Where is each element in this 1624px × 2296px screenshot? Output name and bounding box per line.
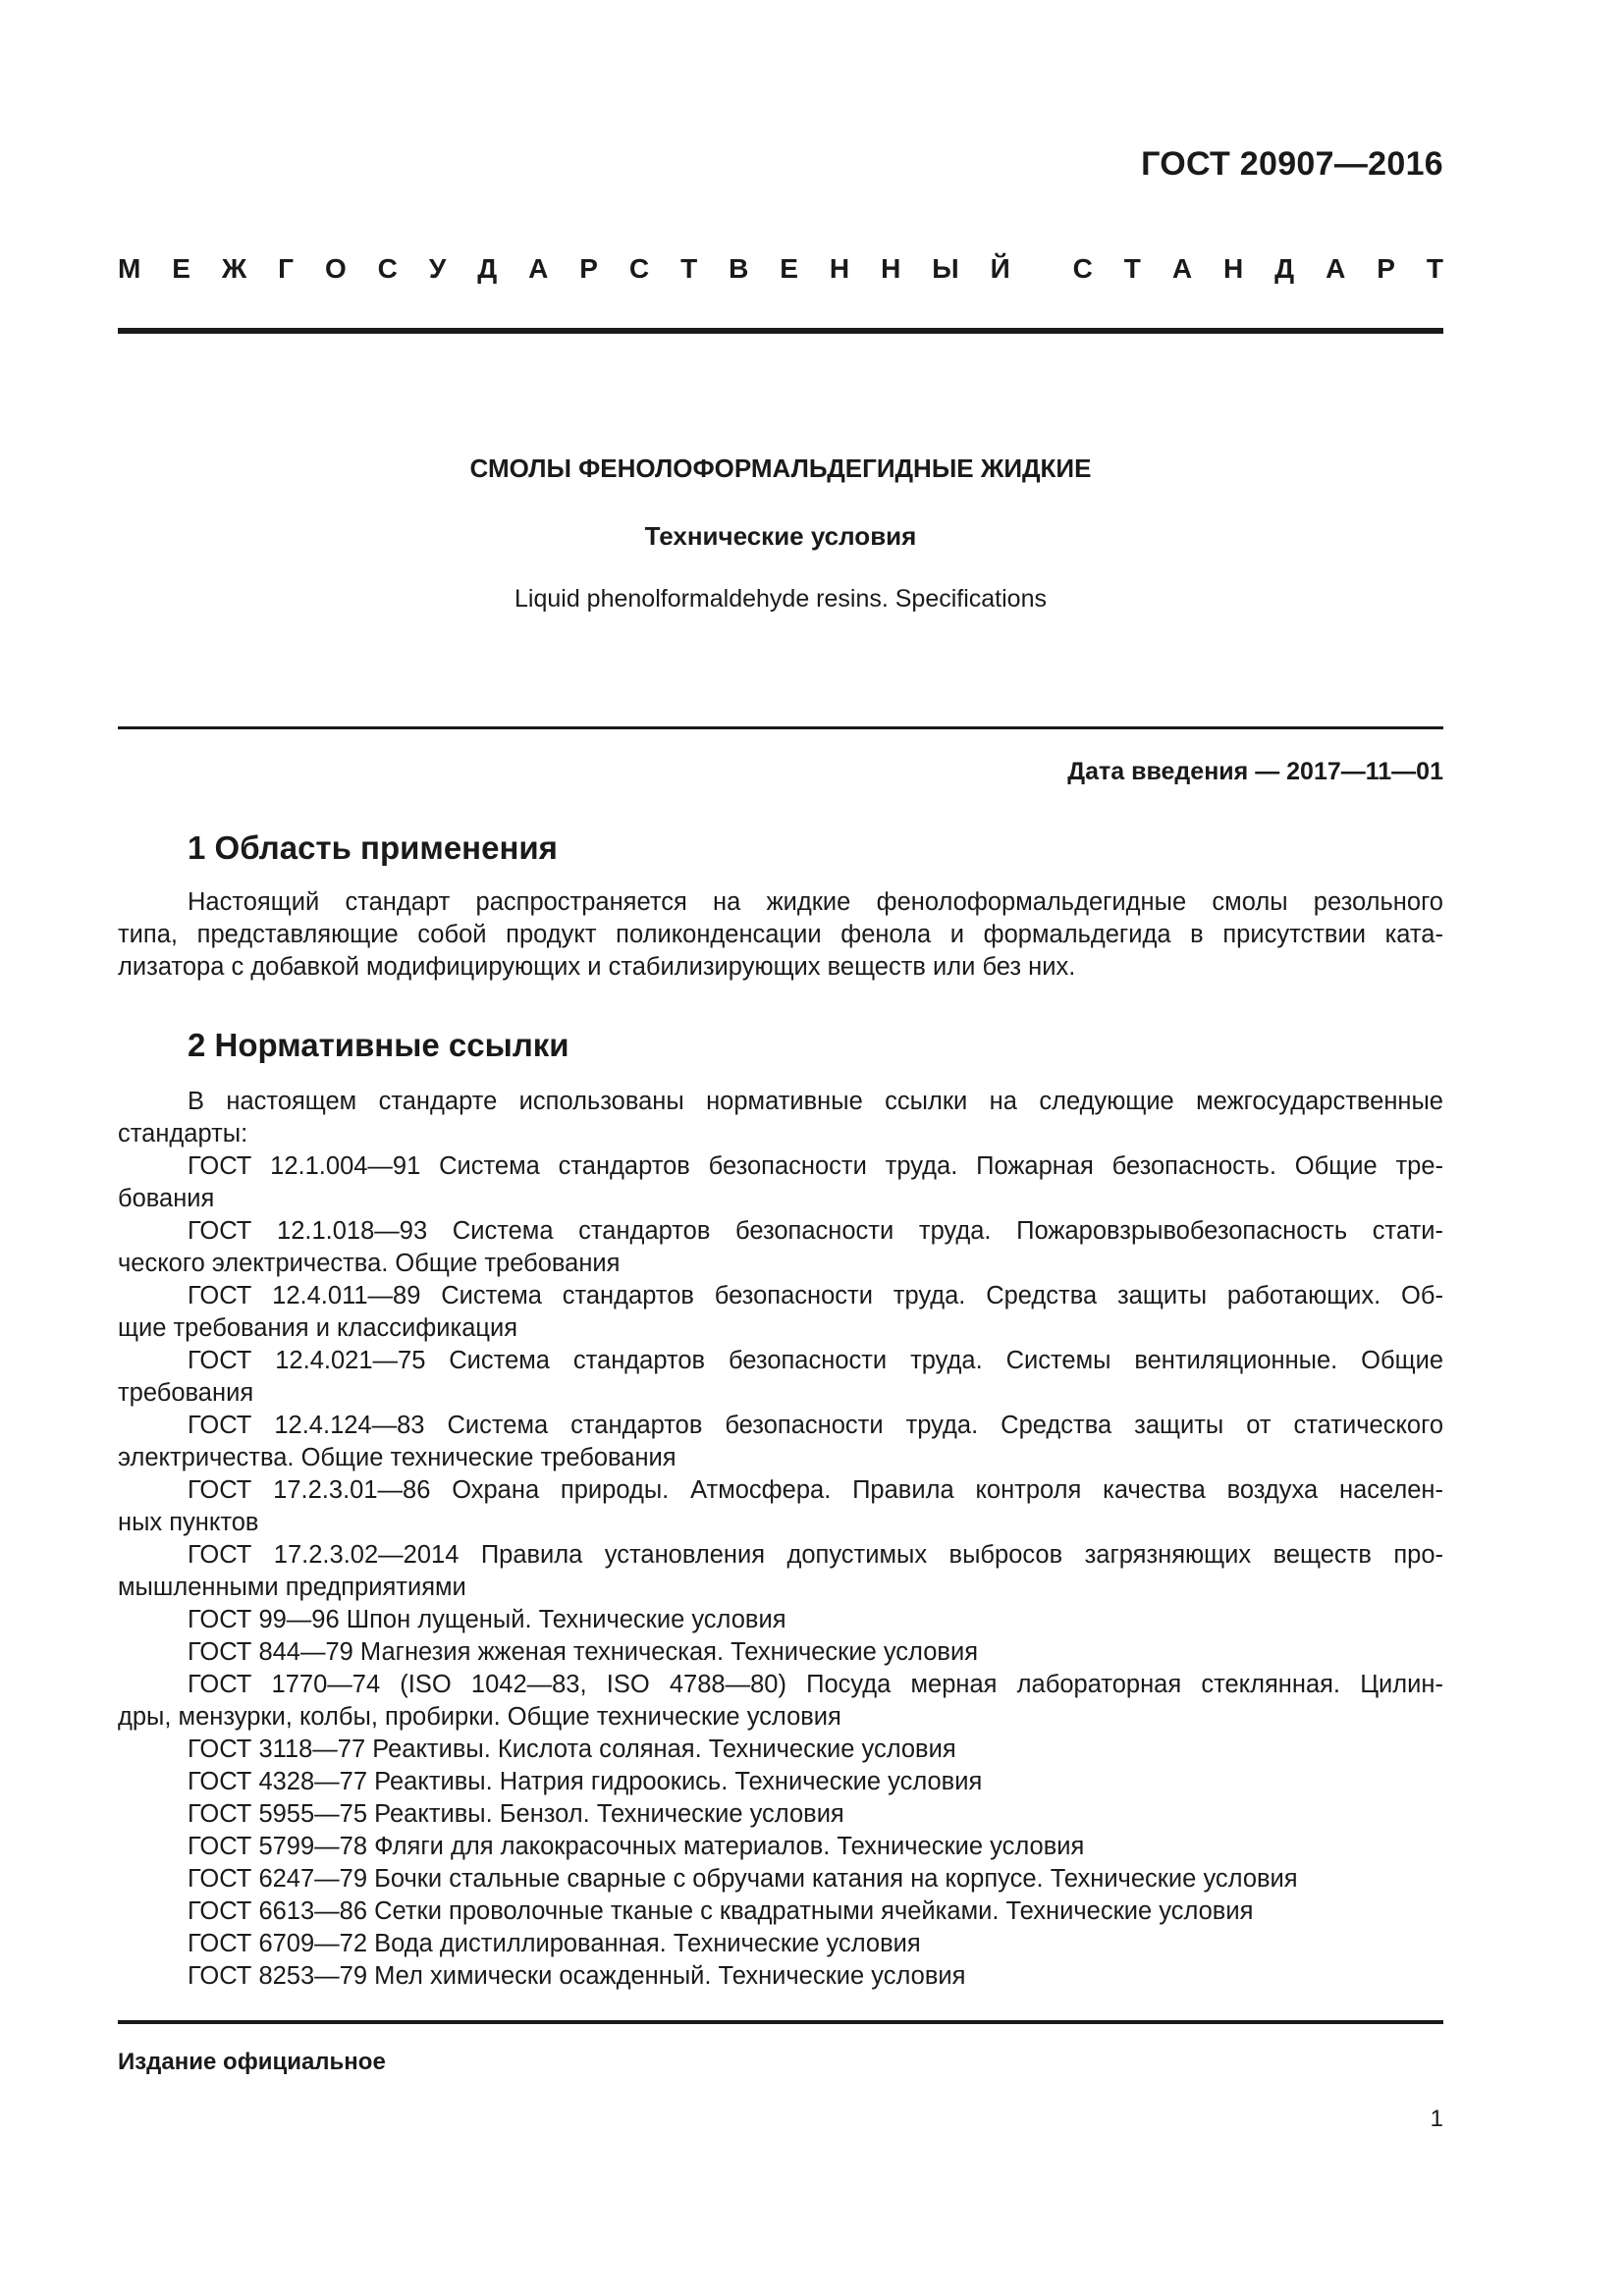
text-line: лизатора с добавкой модифицирующих и стабилизирующих веществ или без них. — [118, 953, 1076, 981]
document-code: ГОСТ 20907—2016 — [1141, 145, 1443, 183]
banner-letter: У — [428, 253, 447, 284]
banner-letter: А — [1326, 253, 1346, 284]
reference-line: ГОСТ 6613—86 Сетки проволочные тканые с квадратными ячейками. Технические условия — [188, 1897, 1254, 1925]
banner-letter: Ы — [932, 253, 959, 284]
reference-line: ГОСТ 99—96 Шпон лущеный. Технические условия — [188, 1606, 786, 1633]
edition-label: Издание официальное — [118, 2049, 386, 2075]
reference-line: ГОСТ 5955—75 Реактивы. Бензол. Технические условия — [188, 1800, 844, 1828]
reference-line: ГОСТ 1770—74 (ISO 1042—83, ISO 4788—80) Посуда мерная лабораторная стеклянная. Цилин- — [188, 1671, 1443, 1698]
banner-letter: А — [1171, 253, 1193, 284]
document-subtitle: Технические условия — [644, 521, 917, 551]
reference-line: ГОСТ 4328—77 Реактивы. Натрия гидроокись. Технические условия — [188, 1768, 983, 1795]
title-divider — [118, 726, 1443, 729]
footer-divider — [118, 2020, 1443, 2024]
reference-line: мышленными предприятиями — [118, 1574, 466, 1601]
text-line: Настоящий стандарт распространяется на жидкие фенолоформальдегидные смолы резольного — [188, 888, 1443, 916]
reference-line: дры, мензурки, колбы, пробирки. Общие технические условия — [118, 1703, 841, 1731]
banner-letter: Н — [881, 253, 901, 284]
section-2-body — [118, 1086, 1443, 1993]
banner-letter: В — [729, 253, 749, 284]
text-line: В настоящем стандарте использованы нормативные ссылки на следующие межгосударственные — [188, 1088, 1443, 1115]
reference-line: ГОСТ 17.2.3.02—2014 Правила установления допустимых выбросов загрязняющих веществ про- — [188, 1541, 1443, 1569]
banner-letter: Н — [1223, 253, 1244, 284]
interstate-standard-banner — [118, 253, 1443, 285]
reference-line: ГОСТ 17.2.3.01—86 Охрана природы. Атмосфера. Правила контроля качества воздуха населен- — [188, 1476, 1443, 1504]
banner-letter: Т — [680, 253, 698, 284]
banner-letter: С — [1072, 253, 1093, 284]
banner-letter: Р — [579, 253, 598, 284]
reference-line: ГОСТ 844—79 Магнезия жженая техническая. Технические условия — [188, 1638, 979, 1666]
banner-letter: Ж — [221, 253, 247, 284]
reference-line: ГОСТ 12.4.011—89 Система стандартов безопасности труда. Средства защиты работающих. Об- — [188, 1282, 1443, 1309]
banner-letter: С — [628, 253, 650, 284]
reference-line: ГОСТ 6709—72 Вода дистиллированная. Технические условия — [188, 1930, 921, 1957]
english-title: Liquid phenolformaldehyde resins. Specifications — [514, 585, 1047, 613]
reference-line: требования — [118, 1379, 254, 1407]
banner-letter: Г — [278, 253, 295, 284]
reference-line: ГОСТ 6247—79 Бочки стальные сварные с обручами катания на корпусе. Технические условия — [188, 1865, 1298, 1893]
reference-line: ГОСТ 3118—77 Реактивы. Кислота соляная. Технические условия — [188, 1735, 956, 1763]
reference-line: бования — [118, 1185, 215, 1212]
reference-line: ГОСТ 8253—79 Мел химически осажденный. Технические условия — [188, 1962, 966, 1990]
section-1-heading: 1 Область применения — [188, 829, 558, 866]
banner-letter: А — [528, 253, 549, 284]
banner-letter: О — [324, 253, 347, 284]
page-number: 1 — [1430, 2106, 1443, 2132]
introduction-date: Дата введения — 2017—11—01 — [1067, 758, 1443, 785]
text-line: стандарты: — [118, 1120, 248, 1148]
banner-letter: Н — [829, 253, 850, 284]
text-line: типа, представляющие собой продукт поликонденсации фенола и формальдегида в присутствии ката- — [118, 921, 1443, 948]
document-title: СМОЛЫ ФЕНОЛОФОРМАЛЬДЕГИДНЫЕ ЖИДКИЕ — [469, 454, 1092, 483]
reference-line: ГОСТ 12.1.004—91 Система стандартов безопасности труда. Пожарная безопасность. Общие тре- — [188, 1152, 1443, 1180]
banner-letter: Д — [1274, 253, 1295, 284]
banner-letter: Р — [1377, 253, 1395, 284]
banner-letter: Д — [477, 253, 498, 284]
section-1-body — [118, 886, 1443, 984]
banner-letter: М — [118, 253, 141, 284]
banner-letter: Т — [1426, 253, 1443, 284]
banner-letter: Е — [780, 253, 798, 284]
reference-line: ных пунктов — [118, 1509, 259, 1536]
reference-line: ГОСТ 12.1.018—93 Система стандартов безопасности труда. Пожаровзрывобезопасность стати- — [188, 1217, 1443, 1245]
header-divider — [118, 328, 1443, 334]
reference-line: ГОСТ 5799—78 Фляги для лакокрасочных материалов. Технические условия — [188, 1833, 1085, 1860]
banner-letter: Т — [1123, 253, 1141, 284]
banner-letter: Е — [172, 253, 190, 284]
section-2-heading: 2 Нормативные ссылки — [188, 1027, 569, 1063]
banner-letter: С — [377, 253, 398, 284]
reference-line: ческого электричества. Общие требования — [118, 1250, 621, 1277]
reference-line: ГОСТ 12.4.021—75 Система стандартов безопасности труда. Системы вентиляционные. Общие — [188, 1347, 1443, 1374]
reference-line: ГОСТ 12.4.124—83 Система стандартов безопасности труда. Средства защиты от статического — [188, 1412, 1443, 1439]
reference-line: щие требования и классификация — [118, 1314, 518, 1342]
reference-line: электричества. Общие технические требования — [118, 1444, 677, 1471]
banner-letter: Й — [990, 253, 1010, 284]
